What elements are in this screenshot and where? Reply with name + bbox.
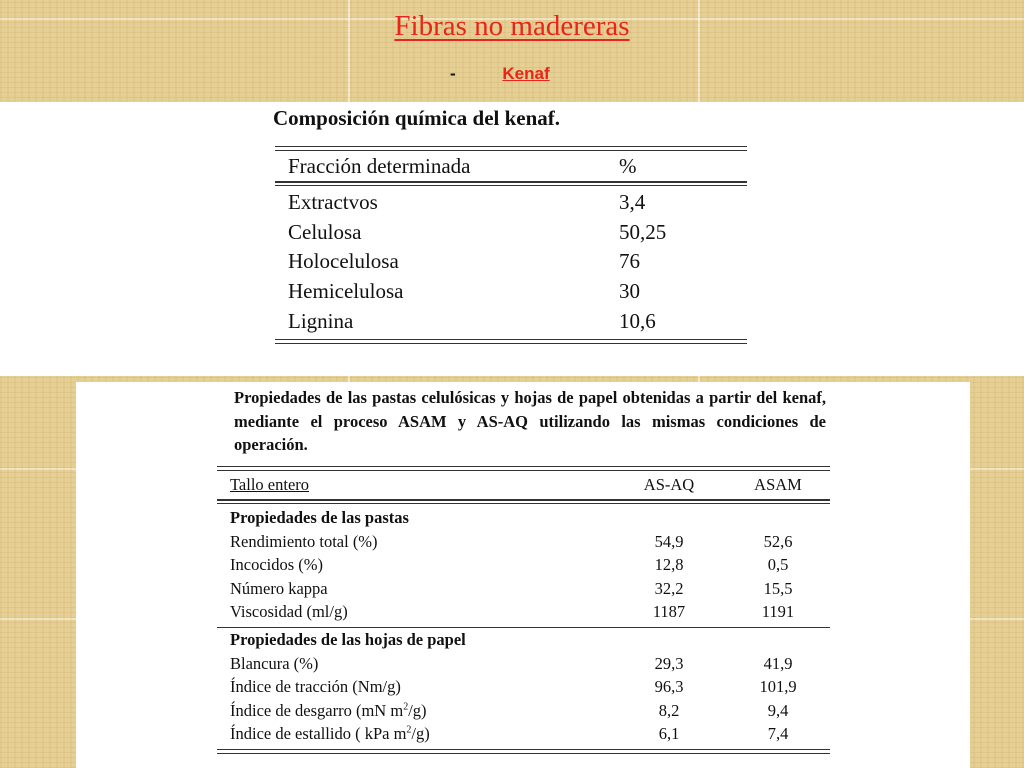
row-label: Índice de estallido ( kPa $m^2/g$) — [230, 724, 430, 744]
row-label: Índice de tracción (Nm/g) — [230, 677, 401, 697]
table-row — [217, 699, 830, 723]
row-label: Celulosa — [288, 219, 362, 244]
table-row — [275, 188, 747, 218]
row-asaq: 8,2 — [658, 700, 680, 720]
table-header-row — [217, 471, 830, 499]
table-rule — [275, 339, 747, 344]
row-asaq: 32,2 — [654, 578, 684, 598]
header-as-aq: AS-AQ — [643, 475, 695, 494]
row-asaq: 6,1 — [658, 724, 680, 744]
row-label: Número kappa — [230, 578, 328, 598]
row-asam: 15,5 — [763, 578, 793, 598]
row-asam: 52,6 — [763, 531, 793, 551]
table-row — [275, 306, 747, 336]
properties-title: Propiedades de las pastas celulósicas y hojas de papel obtenidas a partir del kenaf, mediante el proceso ASAM y AS-AQ utilizando las mismas condiciones de operación. — [234, 388, 826, 454]
bullet-dash: - — [450, 64, 456, 83]
header-tallo-entero: Tallo entero — [230, 475, 310, 494]
section-hojas — [217, 628, 830, 749]
row-label: Hemicelulosa — [288, 279, 404, 304]
row-value: 30 — [619, 279, 640, 304]
table-body — [275, 186, 747, 339]
row-value: 76 — [619, 249, 640, 274]
row-asam: 41,9 — [763, 653, 793, 673]
row-asam: 101,9 — [759, 677, 797, 697]
properties-table — [217, 466, 830, 754]
table-row — [217, 652, 830, 676]
row-asam: 1191 — [761, 602, 795, 622]
table-row — [217, 554, 830, 578]
row-asam: 0,5 — [767, 555, 789, 575]
row-asam: 7,4 — [767, 724, 789, 744]
row-label: Holocelulosa — [288, 249, 399, 274]
table-row — [217, 577, 830, 601]
row-asaq: 1187 — [652, 602, 686, 622]
row-label: Extractvos — [288, 190, 378, 215]
table-row — [217, 676, 830, 700]
row-label: Índice de desgarro (mN $m^2/g$) — [230, 700, 427, 720]
section-pastas — [217, 504, 830, 624]
row-label: Viscosidad (ml/g) — [230, 602, 348, 622]
composition-table — [275, 146, 747, 344]
table-row — [217, 601, 830, 625]
table-row — [275, 277, 747, 307]
row-value: 50,25 — [619, 219, 667, 244]
section-heading: Propiedades de las hojas de papel — [230, 630, 466, 649]
row-label: Lignina — [288, 308, 354, 333]
header-asam: ASAM — [754, 475, 802, 494]
row-asam: 9,4 — [767, 700, 789, 720]
row-asaq: 54,9 — [654, 531, 684, 551]
row-value: 10,6 — [619, 308, 656, 333]
table-header-row — [275, 151, 747, 181]
table-rule — [217, 749, 830, 754]
table-row — [217, 530, 830, 554]
row-label: Incocidos (%) — [230, 555, 324, 575]
header-fraction: Fracción determinada — [288, 153, 471, 178]
subtitle-line — [450, 64, 550, 84]
header-percent: % — [619, 153, 637, 178]
table-row — [275, 247, 747, 277]
section-heading: Propiedades de las pastas — [230, 508, 409, 527]
row-label: Blancura (%) — [230, 653, 319, 673]
row-asaq: 96,3 — [654, 677, 684, 697]
composition-title: Composición química del kenaf. — [273, 106, 561, 130]
table-row — [275, 218, 747, 248]
row-value: 3,4 — [619, 190, 646, 215]
row-asaq: 29,3 — [654, 653, 684, 673]
page-title: Fibras no madereras — [394, 10, 630, 42]
table-row — [217, 723, 830, 747]
row-label: Rendimiento total (%) — [230, 531, 378, 551]
kenaf-link[interactable]: Kenaf — [502, 64, 550, 83]
row-asaq: 12,8 — [654, 555, 684, 575]
